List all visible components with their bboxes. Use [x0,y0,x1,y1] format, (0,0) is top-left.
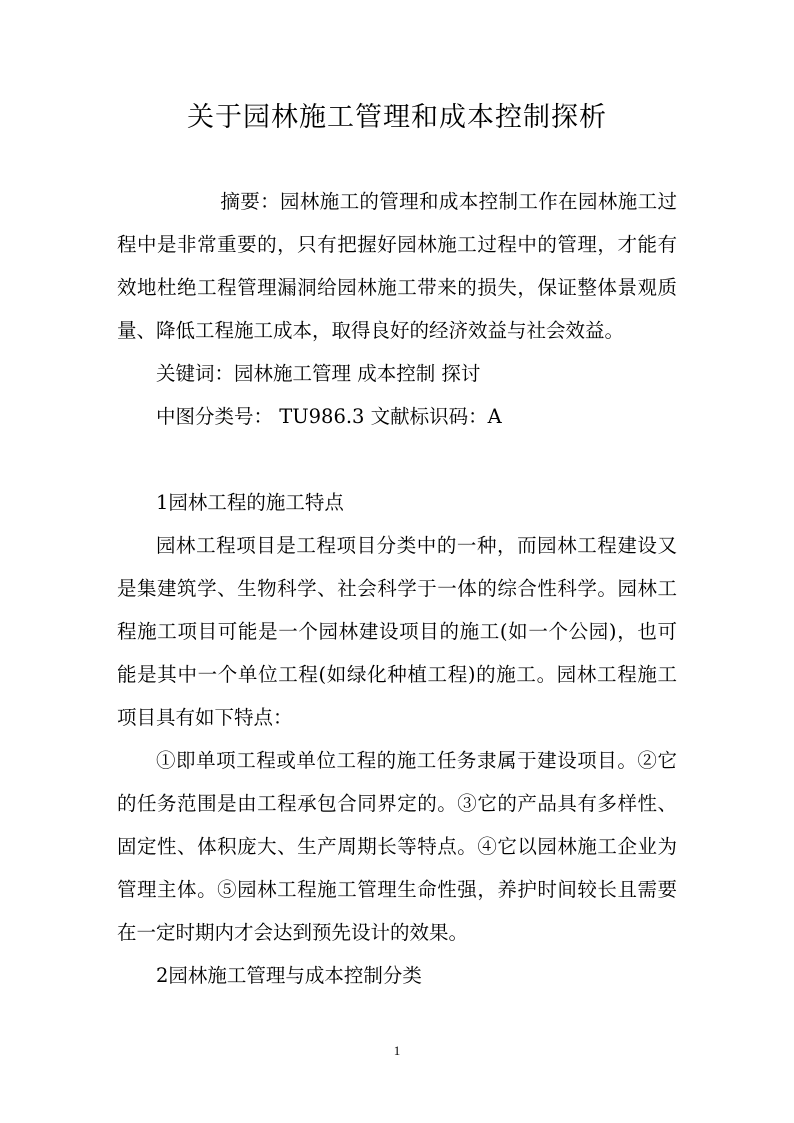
classification-line: 中图分类号： TU986.3 文献标识码：A [156,405,502,428]
section-1-heading: 1园林工程的施工特点 [156,491,344,514]
section-2-heading: 2园林施工管理与成本控制分类 [156,964,422,987]
abstract-paragraph: 摘要：园林施工的管理和成本控制工作在园林施工过程中是非常重要的，只有把握好园林施工过程中的管理，才能有效地杜绝工程管理漏洞给园林施工带来的损失，保证整体景观质量、降低工程施工成本，取得良好的经济效益与社会效益。 [117,190,677,342]
keywords-line: 关键词：园林施工管理 成本控制 探讨 [156,362,481,385]
section-1-paragraph-1: 园林工程项目是工程项目分类中的一种，而园林工程建设又是集建筑学、生物科学、社会科学于一体的综合性科学。园林工程施工项目可能是一个园林建设项目的施工(如一个公园)，也可能是其中一个单位工程(如绿化种植工程)的施工。园林工程施工项目具有如下特点： [117,534,677,729]
page-number: 1 [393,1043,401,1058]
document-title: 关于园林施工管理和成本控制探析 [187,102,607,133]
section-1-paragraph-2: ①即单项工程或单位工程的施工任务隶属于建设项目。②它的任务范围是由工程承包合同界定的。③它的产品具有多样性、固定性、体积庞大、生产周期长等特点。④它以园林施工企业为管理主体。⑤园林工程施工管理生命性强，养护时间较长且需要在一定时期内才会达到预先设计的效果。 [117,749,677,944]
document-body [117,180,677,997]
blank-line [117,438,677,481]
